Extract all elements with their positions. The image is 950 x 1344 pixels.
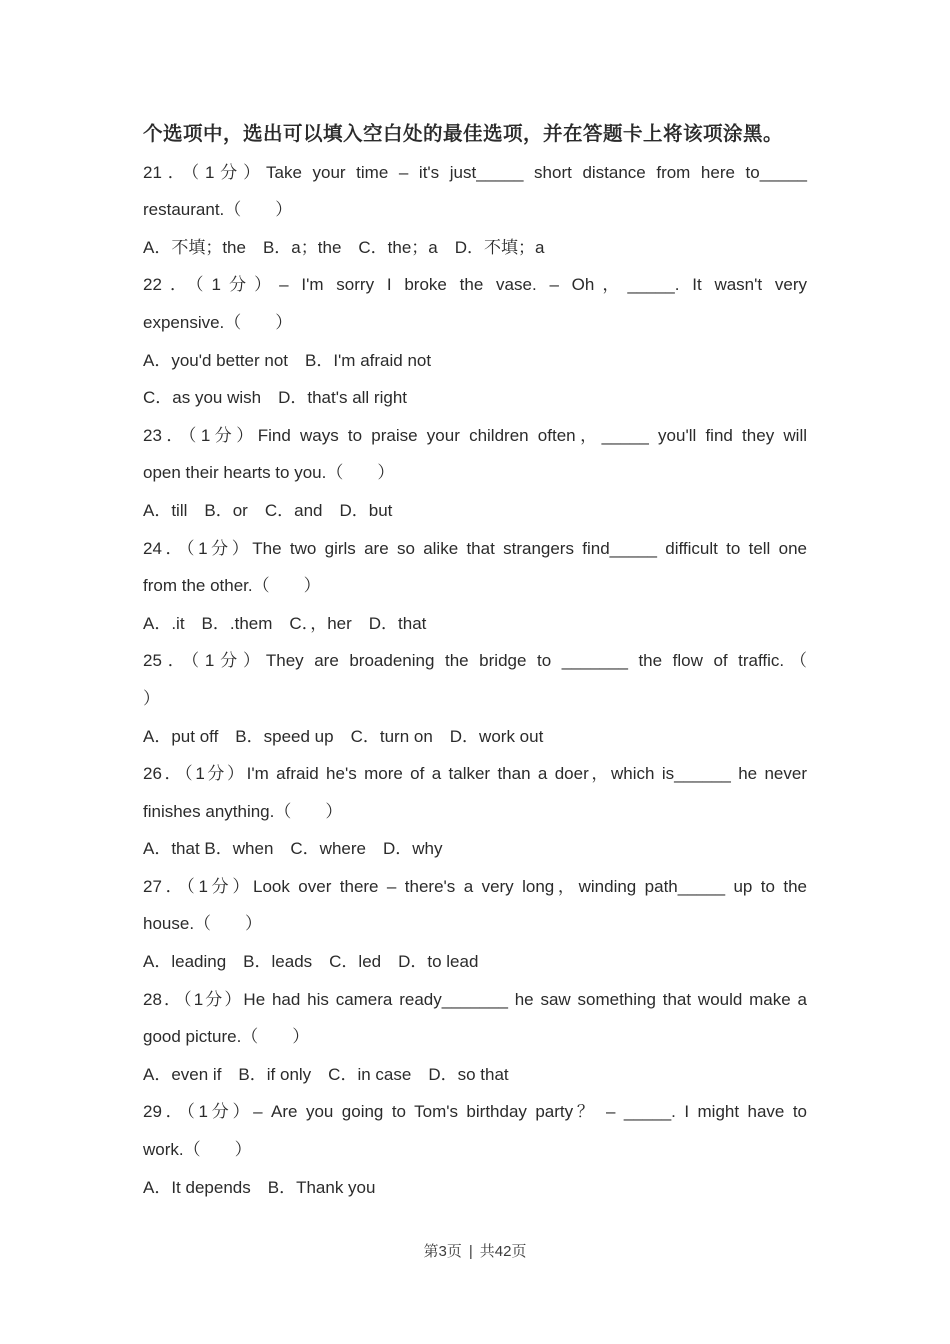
question-21-stem-continued: restaurant.（ ）: [143, 200, 293, 220]
question-21-stem: 21．（1分）Take your time – it's just_____ short distance from here to_____: [143, 162, 807, 182]
question-list: [143, 116, 807, 1206]
question-25-stem: 25．（1分）They are broadening the bridge to _______ the flow of traffic.（: [143, 651, 807, 671]
question-24-stem-continued: from the other.（ ）: [143, 576, 321, 596]
question-23-stem-continued: open their hearts to you.（ ）: [143, 463, 395, 483]
page-total: 共42页: [479, 1243, 527, 1260]
question-24-stem: 24．（1分）The two girls are so alike that strangers find_____ difficult to tell one: [143, 538, 807, 558]
question-28-options-line-1: A．even if B．if only C．in case D．so that: [143, 1064, 509, 1084]
page-number: 第3页: [423, 1243, 462, 1260]
instruction-text: 个选项中，选出可以填入空白处的最佳选项，并在答题卡上将该项涂黑。: [143, 123, 784, 145]
question-26-stem-continued: finishes anything.（ ）: [143, 801, 343, 821]
question-21-options-line-1: A．不填；the B．a；the C．the；a D．不填；a: [143, 237, 545, 257]
question-29-stem: 29．（1分）– Are you going to Tom's birthday party？ – _____. I might have to: [143, 1102, 807, 1122]
question-27-options-line-1: A．leading B．leads C．led D．to lead: [143, 952, 479, 972]
question-27-stem: 27．（1分）Look over there – there's a very long，winding path_____ up to the: [143, 876, 807, 896]
footer-separator: |: [468, 1243, 473, 1260]
page-footer: [0, 1240, 950, 1261]
question-29-stem-continued: work.（ ）: [143, 1140, 252, 1160]
question-26-stem: 26．（1分）I'm afraid he's more of a talker than a doer，which is______ he never: [143, 764, 807, 784]
question-24-options-line-1: A．.it B．.them C．，her D．that: [143, 613, 427, 633]
question-23-stem: 23．（1分）Find ways to praise your children often，_____ you'll find they will: [143, 425, 807, 445]
question-28-stem-continued: good picture.（ ）: [143, 1027, 310, 1047]
question-22-stem-continued: expensive.（ ）: [143, 312, 293, 332]
question-22-options-line-2: C．as you wish D．that's all right: [143, 388, 407, 408]
question-25-options-line-1: A．put off B．speed up C．turn on D．work out: [143, 726, 544, 746]
question-28-stem: 28．（1分）He had his camera ready_______ he saw something that would make a: [143, 989, 807, 1009]
question-26-options-line-1: A．that B．when C．where D．why: [143, 839, 443, 859]
question-23-options-line-1: A．till B．or C．and D．but: [143, 500, 393, 520]
question-25-stem-continued: ）: [143, 688, 160, 708]
question-29-options-line-1: A．It depends B．Thank you: [143, 1177, 376, 1197]
question-22-stem: 22．（1分）– I'm sorry I broke the vase. – Oh，_____. It wasn't very: [143, 275, 807, 295]
question-27-stem-continued: house.（ ）: [143, 914, 263, 934]
question-22-options-line-1: A．you'd better not B．I'm afraid not: [143, 350, 432, 370]
